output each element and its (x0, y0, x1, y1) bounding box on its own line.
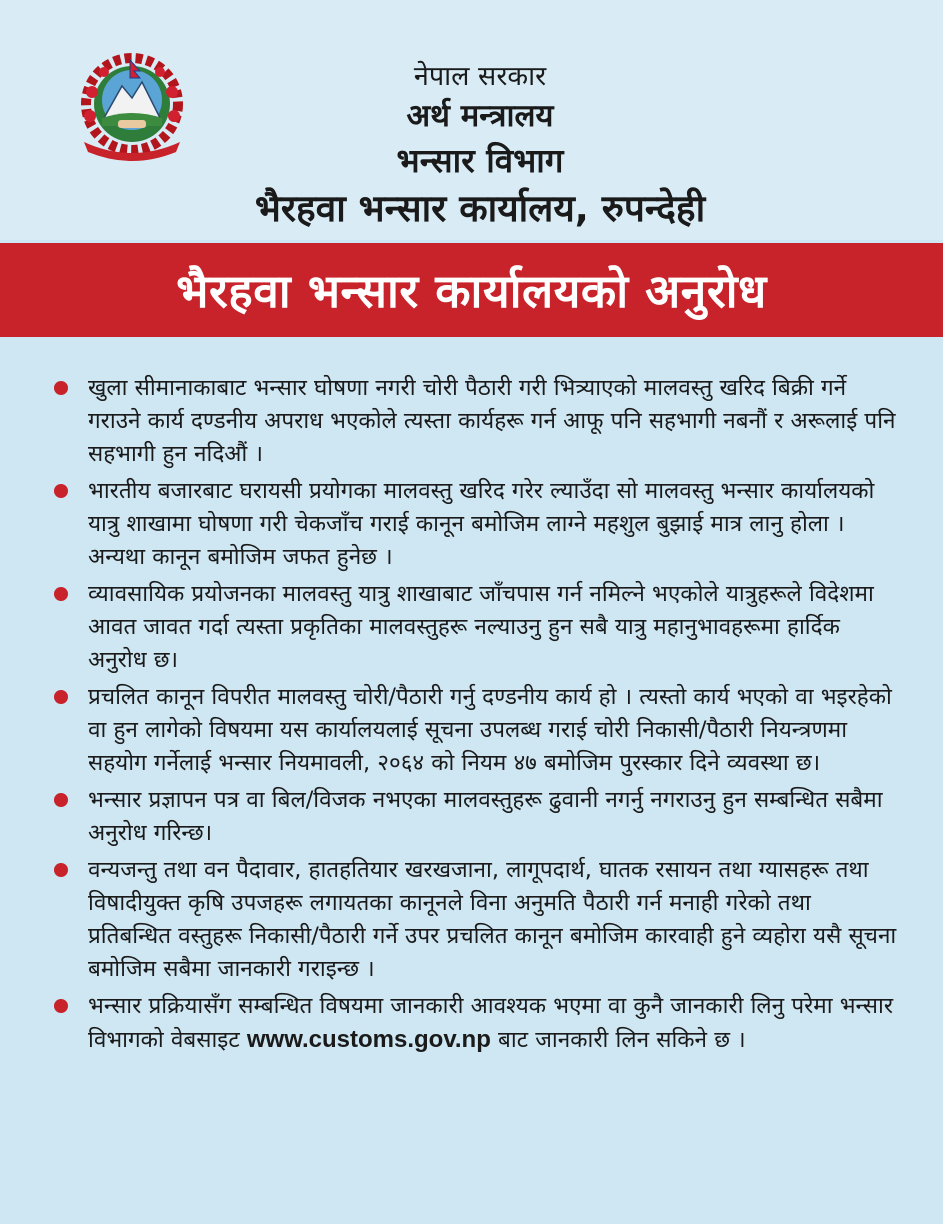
notice-item (50, 578, 900, 677)
notice-text: वन्यजन्तु तथा वन पैदावार, हातहतियार खरखजाना, लागूपदार्थ, घातक रसायन तथा ग्यासहरू तथा विषादीयुक्त कृषि उपजहरू लगायतका कानूनले विना अनुमति पैठारी गर्न मनाही गरेको तथा प्रतिबन्धित वस्तुहरू निकासी/पैठारी गर्ने उपर प्रचलित कानून बमोजिम कारवाही हुने व्यहोरा यसै सूचना बमोजिम सबैमा जानकारी गराइन्छ । (88, 857, 897, 982)
header-titles (170, 60, 790, 234)
notice-text-before: भन्सार प्रक्रियासँग सम्बन्धित विषयमा जानकारी आवश्यक भएमा वा कुनै जानकारी लिनु परेमा भन्सार विभागको वेबसाइट (88, 993, 894, 1053)
notice-text: खुला सीमानाकाबाट भन्सार घोषणा नगरी चोरी पैठारी गरी भित्र्याएको मालवस्तु खरिद बिक्री गर्ने गराउने कार्य दण्डनीय अपराध भएकोले त्यस्ता कार्यहरू गर्न आफू पनि सहभागी नबनौं र अरूलाई पनि सहभागी हुन नदिऔं । (88, 375, 896, 467)
customs-website-link[interactable]: www.customs.gov.np (246, 1026, 491, 1053)
bullet-icon (54, 793, 68, 807)
header (0, 0, 943, 240)
banner-title: भैरहवा भन्सार कार्यालयको अनुरोध (176, 264, 767, 318)
notice-item (50, 784, 900, 850)
notice-text: प्रचलित कानून विपरीत मालवस्तु चोरी/पैठारी गर्नु दण्डनीय कार्य हो । त्यस्तो कार्य भएको वा भइरहेको वा हुन लागेको विषयमा यस कार्यालयलाई सूचना उपलब्ध गराई चोरी निकासी/पैठारी नियन्त्रणमा सहयोग गर्नेलाई भन्सार नियमावली, २०६४ को नियम ४७ बमोजिम पुरस्कार दिने व्यवस्था छ। (88, 684, 892, 776)
office-title: भैरहवा भन्सार कार्यालय, रुपन्देही (254, 187, 706, 230)
notice-item (50, 475, 900, 574)
notice-text: भन्सार प्रज्ञापन पत्र वा बिल/विजक नभएका मालवस्तुहरू ढुवानी नगर्नु नगराउनु हुन सम्बन्धित सबैमा अनुरोध गरिन्छ। (88, 787, 883, 846)
notice-item (50, 854, 900, 986)
bullet-icon (54, 484, 68, 498)
department-title: भन्सार विभाग (396, 141, 564, 180)
ministry-title: अर्थ मन्त्रालय (406, 98, 554, 134)
bullet-icon (54, 381, 68, 395)
notice-item (50, 372, 900, 471)
government-title: नेपाल सरकार (413, 61, 547, 92)
notice-text: भारतीय बजारबाट घरायसी प्रयोगका मालवस्तु खरिद गरेर ल्याउँदा सो मालवस्तु भन्सार कार्यालयको यात्रु शाखामा घोषणा गरी चेकजाँच गराई कानून बमोजिम लाग्ने महशुल बुझाई मात्र लानु होला । अन्यथा कानून बमोजिम जफत हुनेछ । (88, 478, 875, 570)
bullet-icon (54, 999, 68, 1013)
bullet-icon (54, 690, 68, 704)
bullet-icon (54, 863, 68, 877)
notice-list (50, 372, 900, 1061)
notice-text-after: बाट जानकारी लिन सकिने छ । (490, 1027, 746, 1053)
notice-item (50, 990, 900, 1057)
notice-text: व्यावसायिक प्रयोजनका मालवस्तु यात्रु शाखाबाट जाँचपास गर्न नमिल्ने भएकोले यात्रुहरूले विदेशमा आवत जावत गर्दा त्यस्ता प्रकृतिका मालवस्तुहरू नल्याउनु हुन सबै यात्रु महानुभावहरूमा हार्दिक अनुरोध छ। (88, 581, 874, 673)
notice-item (50, 681, 900, 780)
request-banner (0, 243, 943, 337)
bullet-icon (54, 587, 68, 601)
